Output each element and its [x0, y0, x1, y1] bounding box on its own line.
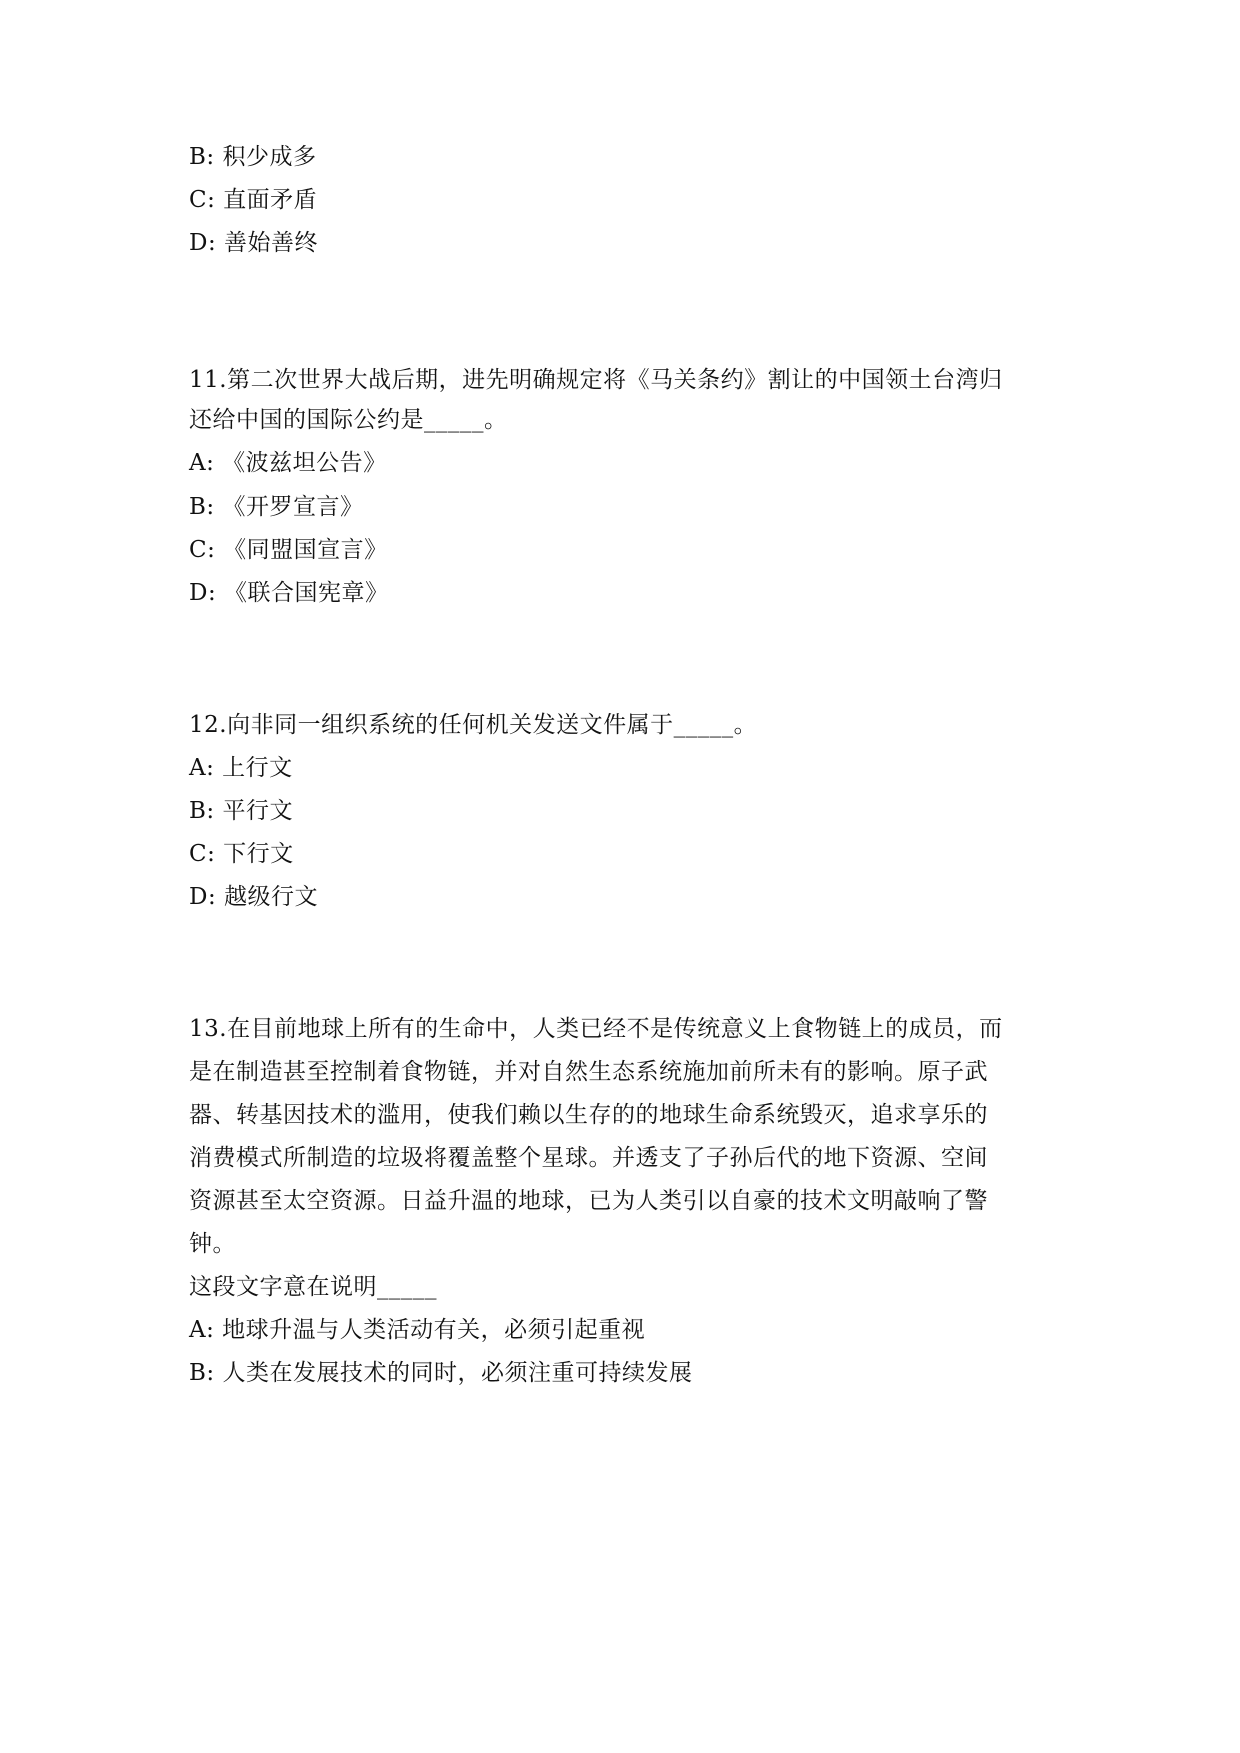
q12-stem-line-1: 12.向非同一组织系统的任何机关发送文件属于_____。	[189, 712, 758, 738]
q13-stem-line-1: 13.在目前地球上所有的生命中，人类已经不是传统意义上食物链上的成员，而	[189, 1016, 1003, 1042]
q11-option-d: D: 《联合国宪章》	[189, 580, 389, 606]
q10-option-c: C: 直面矛盾	[189, 187, 318, 213]
q12-option-a: A: 上行文	[189, 755, 293, 781]
q11-stem-line-1: 11.第二次世界大战后期，进先明确规定将《马关条约》割让的中国领土台湾归	[189, 367, 1003, 393]
q13-stem-line-4: 消费模式所制造的垃圾将覆盖整个星球。并透支了子孙后代的地下资源、空间	[189, 1145, 988, 1171]
q13-option-b: B: 人类在发展技术的同时，必须注重可持续发展	[189, 1360, 693, 1386]
q13-stem-line-2: 是在制造甚至控制着食物链，并对自然生态系统施加前所未有的影响。原子武	[189, 1059, 988, 1085]
q11-stem-line-2: 还给中国的国际公约是_____。	[189, 407, 508, 433]
q11-option-b: B: 《开罗宣言》	[189, 494, 364, 520]
q13-stem-line-6: 钟。	[189, 1231, 236, 1257]
q12-option-c: C: 下行文	[189, 841, 294, 867]
q11-option-a: A: 《波兹坦公告》	[189, 450, 387, 476]
q12-option-b: B: 平行文	[189, 798, 293, 824]
q11-option-c: C: 《同盟国宣言》	[189, 537, 388, 563]
q10-option-d: D: 善始善终	[189, 230, 319, 256]
q13-option-a: A: 地球升温与人类活动有关，必须引起重视	[189, 1317, 646, 1343]
q13-stem-line-5: 资源甚至太空资源。日益升温的地球，已为人类引以自豪的技术文明敲响了警	[189, 1188, 988, 1214]
q10-option-b: B: 积少成多	[189, 144, 317, 170]
q12-option-d: D: 越级行文	[189, 884, 319, 910]
q13-stem-line-3: 器、转基因技术的滥用，使我们赖以生存的的地球生命系统毁灭，追求享乐的	[189, 1102, 988, 1128]
q13-prompt: 这段文字意在说明_____	[189, 1274, 437, 1300]
